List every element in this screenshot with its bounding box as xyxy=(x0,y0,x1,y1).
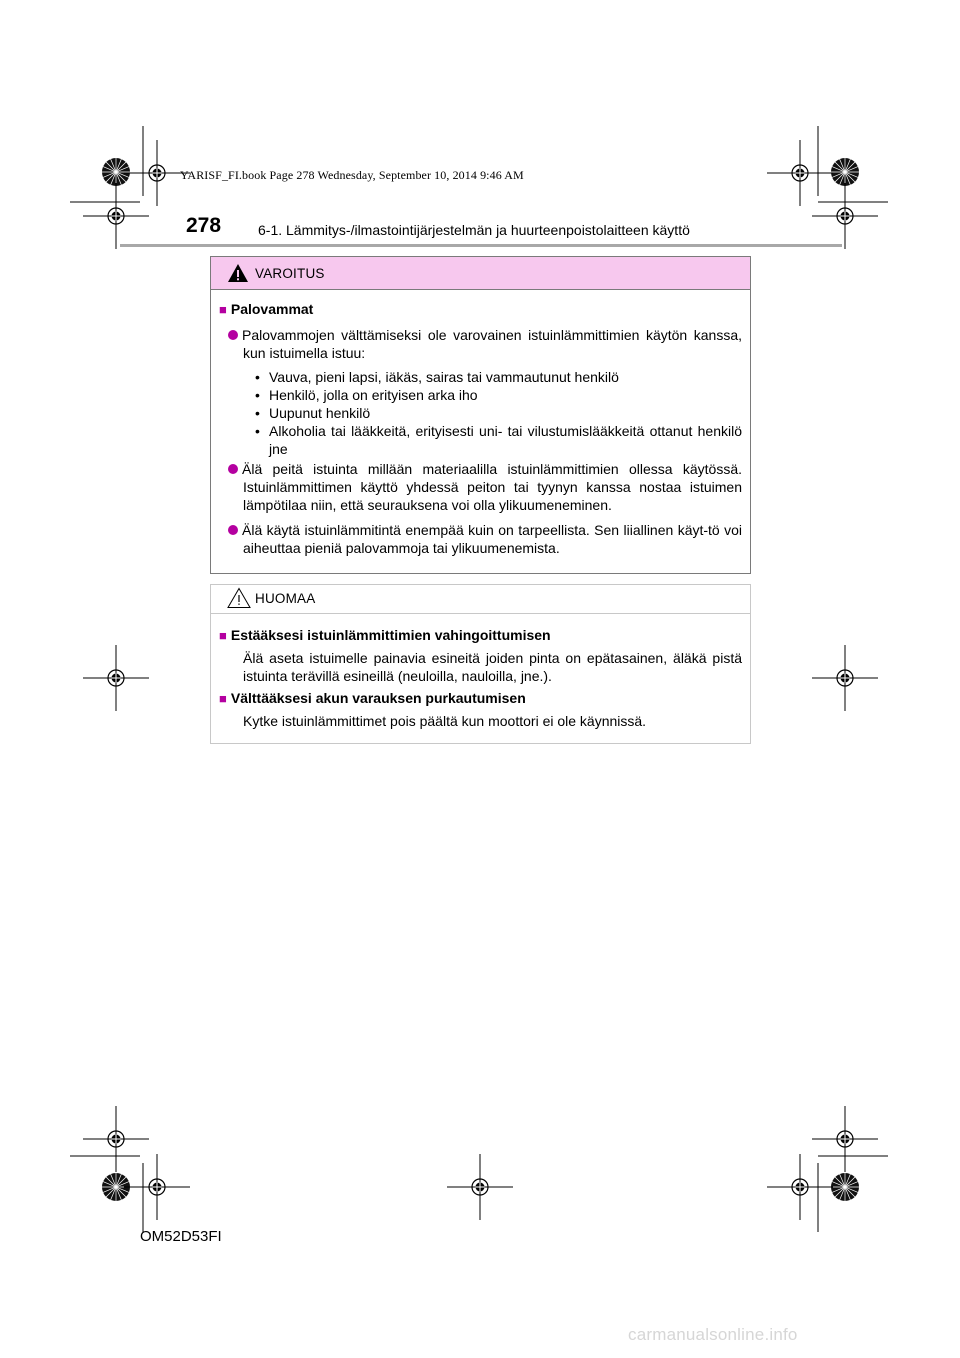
radial-target-icon xyxy=(102,158,130,186)
notice-text: Kytke istuinlämmittimet pois päältä kun moottori ei ole käynnissä. xyxy=(243,713,647,729)
header-rule xyxy=(120,244,842,247)
warning-box xyxy=(210,256,751,574)
notice-header xyxy=(211,585,750,614)
registration-mark-icon xyxy=(83,183,149,249)
notice-heading: ■ Välttääksesi akun varauksen purkautumisen xyxy=(219,690,526,706)
warning-bullet: Palovammojen välttämiseksi ole varovainen istuinlämmittimien käytön kanssa, kun istuimella istuu: xyxy=(219,326,742,362)
warning-header xyxy=(211,257,750,290)
notice-box xyxy=(210,584,751,744)
registration-mark-icon xyxy=(812,183,878,249)
registration-mark-icon xyxy=(767,140,833,206)
notice-label: HUOMAA xyxy=(255,591,316,606)
registration-mark-icon xyxy=(447,1154,513,1220)
sub-list xyxy=(255,368,742,458)
round-bullet-icon xyxy=(228,464,238,474)
registration-mark-icon xyxy=(83,1106,149,1172)
registration-mark-icon xyxy=(124,1154,190,1220)
warning-bullet: Älä peitä istuinta millään materiaalilla istuinlämmittimien ollessa käytössä. Istuinlämmittimen käyttö yhdessä peiton tai tyynyn kanssa nostaa istuimen lämpötilaa niin, että seurauksena voi olla ylikuumeneminen. xyxy=(219,460,742,514)
warning-triangle-icon xyxy=(227,263,249,283)
page-number: 278 xyxy=(186,214,222,237)
notice-text: Älä aseta istuimelle painavia esineitä joiden pinta on epätasainen, äläkä pistä istuinta terävillä esineillä (neuloilla, nauloilla, jne.). xyxy=(243,650,742,684)
warning-bullet: Älä käytä istuinlämmitintä enempää kuin on tarpeellista. Sen liiallinen käyt-tö voi aiheuttaa pieniä palovammoja tai ylikuumenemista. xyxy=(219,521,742,557)
document-code: OM52D53FI xyxy=(140,1228,222,1245)
list-item: • Henkilö, jolla on erityisen arka iho xyxy=(255,387,478,403)
section-title: 6-1. Lämmitys-/ilmastointijärjestelmän ja huurteenpoistolaitteen käyttö xyxy=(258,222,690,238)
registration-mark-icon xyxy=(812,645,878,711)
round-bullet-icon xyxy=(228,330,238,340)
list-item: • Uupunut henkilö xyxy=(255,405,371,421)
radial-target-icon xyxy=(831,158,859,186)
list-item: • Alkoholia tai lääkkeitä, erityisesti uni- tai vilustumislääkkeitä ottanut henkilö jne xyxy=(255,423,742,457)
warning-heading: ■ Palovammat xyxy=(219,301,314,317)
notice-heading: ■ Estääksesi istuinlämmittimien vahingoittumisen xyxy=(219,627,551,643)
square-bullet-icon: ■ xyxy=(219,628,227,643)
list-item: • Vauva, pieni lapsi, iäkäs, sairas tai vammautunut henkilö xyxy=(255,369,619,385)
registration-mark-icon xyxy=(767,1154,833,1220)
registration-mark-icon xyxy=(812,1106,878,1172)
radial-target-icon xyxy=(831,1173,859,1201)
square-bullet-icon: ■ xyxy=(219,691,227,706)
book-info-line: YARISF_FI.book Page 278 Wednesday, September 10, 2014 9:46 AM xyxy=(180,168,524,182)
warning-label: VAROITUS xyxy=(255,266,325,281)
registration-mark-icon xyxy=(83,645,149,711)
caution-triangle-icon xyxy=(227,587,251,609)
round-bullet-icon xyxy=(228,525,238,535)
watermark: carmanualsonline.info xyxy=(628,1325,798,1344)
square-bullet-icon: ■ xyxy=(219,302,227,317)
